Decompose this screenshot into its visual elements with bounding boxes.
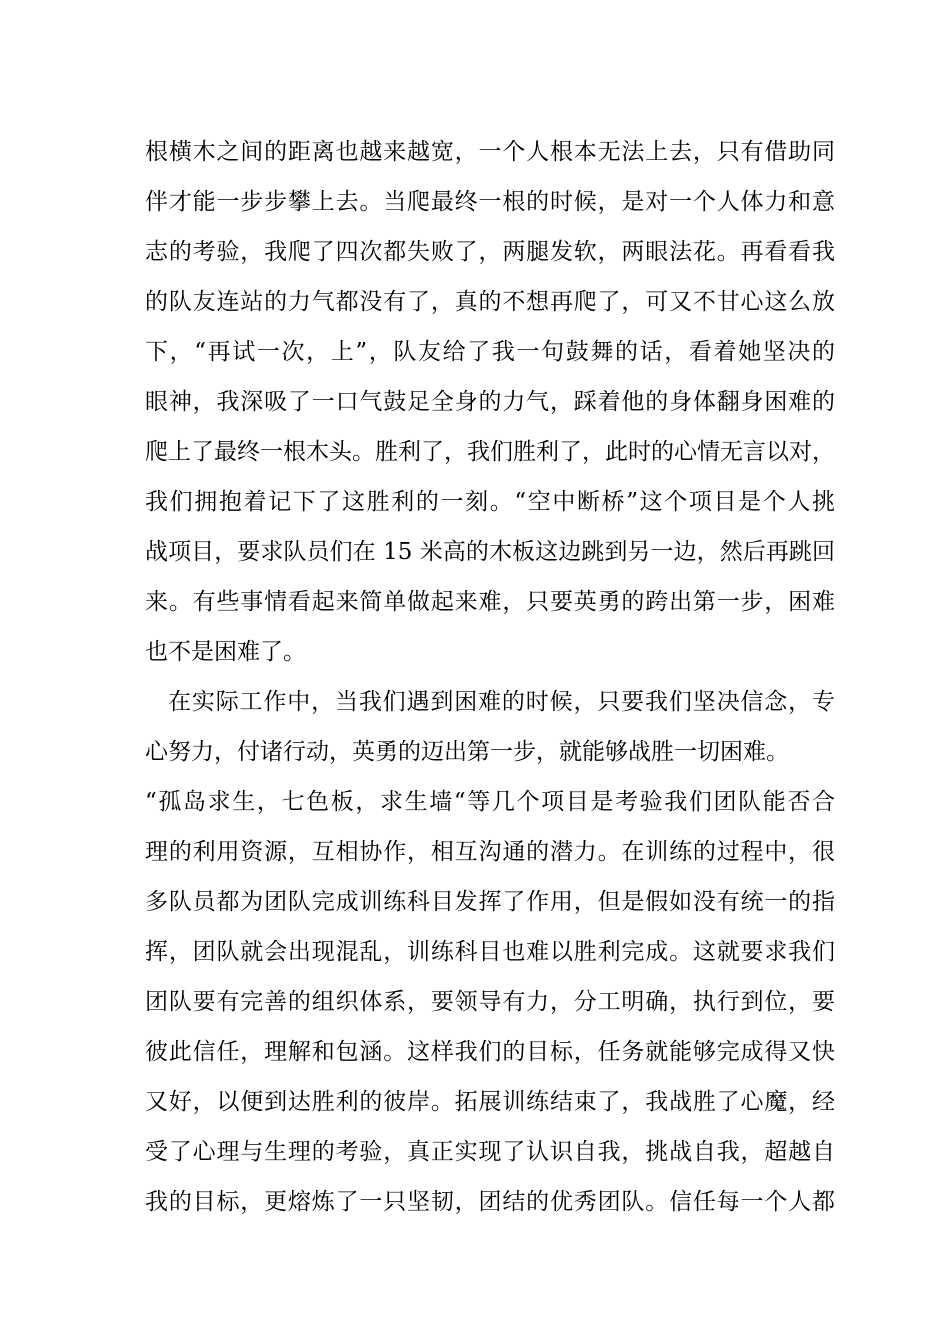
text-line: 挥，团队就会出现混乱，训练科目也难以胜利完成。这就要求我们 <box>145 939 835 965</box>
text-line: 爬上了最终一根木头。胜利了，我们胜利了，此时的心情无言以对， <box>145 439 835 465</box>
text-line: 战项目，要求队员们在 15 米高的木板这边跳到另一边，然后再跳回 <box>145 539 835 565</box>
text-line: 心努力，付诸行动，英勇的迈出第一步，就能够战胜一切困难。 <box>145 739 789 765</box>
text-line: 彼此信任，理解和包涵。这样我们的目标，任务就能够完成得又快 <box>145 1039 835 1065</box>
text-line: 伴才能一步步攀上去。当爬最终一根的时候，是对一个人体力和意 <box>145 189 835 215</box>
text-line: 我的目标，更熔炼了一只坚韧，团结的优秀团队。信任每一个人都 <box>145 1189 835 1215</box>
text-line: 团队要有完善的组织体系，要领导有力，分工明确，执行到位，要 <box>145 989 835 1015</box>
text-line: 我们拥抱着记下了这胜利的一刻。“空中断桥”这个项目是个人挑 <box>145 489 835 515</box>
text-line: 来。有些事情看起来简单做起来难，只要英勇的跨出第一步，困难 <box>145 589 835 615</box>
text-line: 志的考验，我爬了四次都失败了，两腿发软，两眼法花。再看看我 <box>145 239 835 265</box>
text-line: 也不是困难了。 <box>145 639 306 665</box>
text-line: 下，“再试一次，上”，队友给了我一句鼓舞的话，看着她坚决的 <box>145 339 835 365</box>
text-line: “孤岛求生，七色板，求生墙“等几个项目是考验我们团队能否合 <box>145 789 835 815</box>
text-line: 多队员都为团队完成训练科目发挥了作用，但是假如没有统一的指 <box>145 889 835 915</box>
text-line: 在实际工作中，当我们遇到困难的时候，只要我们坚决信念，专 <box>168 689 835 715</box>
text-line: 理的利用资源，互相协作，相互沟通的潜力。在训练的过程中，很 <box>145 839 835 865</box>
text-line: 又好，以便到达胜利的彼岸。拓展训练结束了，我战胜了心魔，经 <box>145 1089 835 1115</box>
text-line: 眼神，我深吸了一口气鼓足全身的力气，踩着他的身体翻身困难的 <box>145 389 835 415</box>
text-line: 的队友连站的力气都没有了，真的不想再爬了，可又不甘心这么放 <box>145 289 835 315</box>
text-line: 根横木之间的距离也越来越宽，一个人根本无法上去，只有借助同 <box>145 139 835 165</box>
text-line: 受了心理与生理的考验，真正实现了认识自我，挑战自我，超越自 <box>145 1139 835 1165</box>
body-text <box>145 127 835 1227</box>
